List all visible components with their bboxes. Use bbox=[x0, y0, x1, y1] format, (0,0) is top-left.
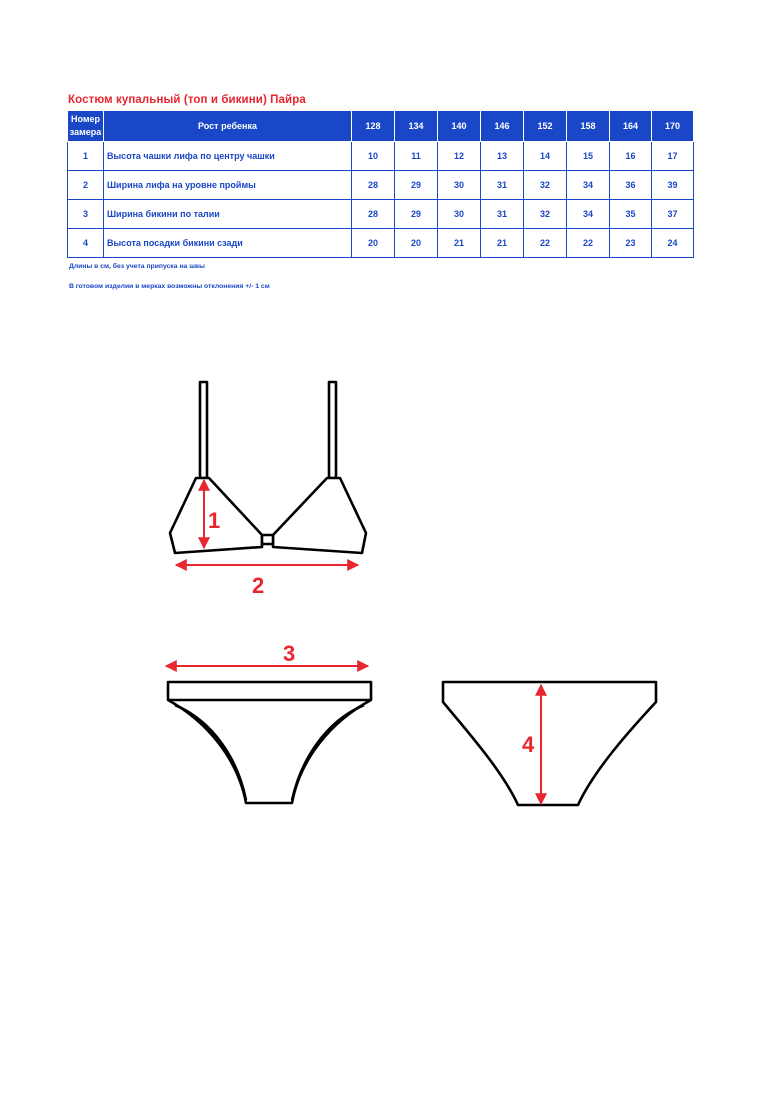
cell-value: 29 bbox=[395, 200, 438, 229]
cell-value: 34 bbox=[567, 200, 610, 229]
cell-value: 35 bbox=[610, 200, 652, 229]
measure-3-label: 3 bbox=[283, 641, 296, 666]
header-size: 146 bbox=[481, 111, 524, 142]
cell-value: 39 bbox=[652, 171, 694, 200]
cell-value: 10 bbox=[352, 142, 395, 171]
cell-value: 14 bbox=[524, 142, 567, 171]
cell-value: 30 bbox=[438, 200, 481, 229]
measure-2-label: 2 bbox=[252, 573, 265, 598]
cell-value: 32 bbox=[524, 171, 567, 200]
center-connector bbox=[262, 535, 273, 544]
cell-value: 23 bbox=[610, 229, 652, 258]
cell-value: 22 bbox=[567, 229, 610, 258]
header-number-line2: замера bbox=[69, 127, 102, 137]
cell-value: 28 bbox=[352, 171, 395, 200]
cell-value: 36 bbox=[610, 171, 652, 200]
row-number: 3 bbox=[68, 200, 104, 229]
cell-value: 20 bbox=[395, 229, 438, 258]
cell-value: 29 bbox=[395, 171, 438, 200]
cell-value: 31 bbox=[481, 171, 524, 200]
cell-value: 21 bbox=[481, 229, 524, 258]
header-size: 170 bbox=[652, 111, 694, 142]
header-size: 164 bbox=[610, 111, 652, 142]
header-size: 140 bbox=[438, 111, 481, 142]
header-size: 128 bbox=[352, 111, 395, 142]
bikini-top-drawing bbox=[170, 382, 366, 553]
measure-4-label: 4 bbox=[522, 732, 535, 757]
cell-value: 12 bbox=[438, 142, 481, 171]
cell-value: 17 bbox=[652, 142, 694, 171]
cell-value: 31 bbox=[481, 200, 524, 229]
cell-value: 37 bbox=[652, 200, 694, 229]
header-child-height: Рост ребенка bbox=[104, 111, 352, 142]
cell-value: 21 bbox=[438, 229, 481, 258]
page-title: Костюм купальный (топ и бикини) Пайра bbox=[68, 94, 306, 106]
cell-value: 16 bbox=[610, 142, 652, 171]
right-cup bbox=[273, 478, 366, 553]
bikini-bottom-back-drawing bbox=[443, 682, 656, 805]
back-bottom-outline bbox=[443, 682, 656, 805]
note-units: Длины в см, без учета припуска на швы bbox=[69, 263, 205, 270]
cell-value: 32 bbox=[524, 200, 567, 229]
measure-1-label: 1 bbox=[208, 508, 221, 533]
header-size: 158 bbox=[567, 111, 610, 142]
row-name: Высота чашки лифа по центру чашки bbox=[104, 142, 352, 171]
row-number: 2 bbox=[68, 171, 104, 200]
header-size: 152 bbox=[524, 111, 567, 142]
note-tolerance: В готовом изделии в мерках возможны отклонения +/- 1 см bbox=[69, 283, 270, 290]
cell-value: 22 bbox=[524, 229, 567, 258]
left-strap bbox=[200, 382, 207, 478]
cell-value: 34 bbox=[567, 171, 610, 200]
cell-value: 24 bbox=[652, 229, 694, 258]
header-number-line1: Номер bbox=[70, 114, 101, 124]
cell-value: 15 bbox=[567, 142, 610, 171]
row-number: 4 bbox=[68, 229, 104, 258]
cell-value: 11 bbox=[395, 142, 438, 171]
right-strap bbox=[329, 382, 336, 478]
cell-value: 28 bbox=[352, 200, 395, 229]
cell-value: 20 bbox=[352, 229, 395, 258]
header-size: 134 bbox=[395, 111, 438, 142]
cell-value: 13 bbox=[481, 142, 524, 171]
cell-value: 30 bbox=[438, 171, 481, 200]
row-number: 1 bbox=[68, 142, 104, 171]
bikini-bottom-front-drawing bbox=[168, 682, 371, 803]
row-name: Ширина лифа на уровне проймы bbox=[104, 171, 352, 200]
row-name: Высота посадки бикини сзади bbox=[104, 229, 352, 258]
row-name: Ширина бикини по талии bbox=[104, 200, 352, 229]
